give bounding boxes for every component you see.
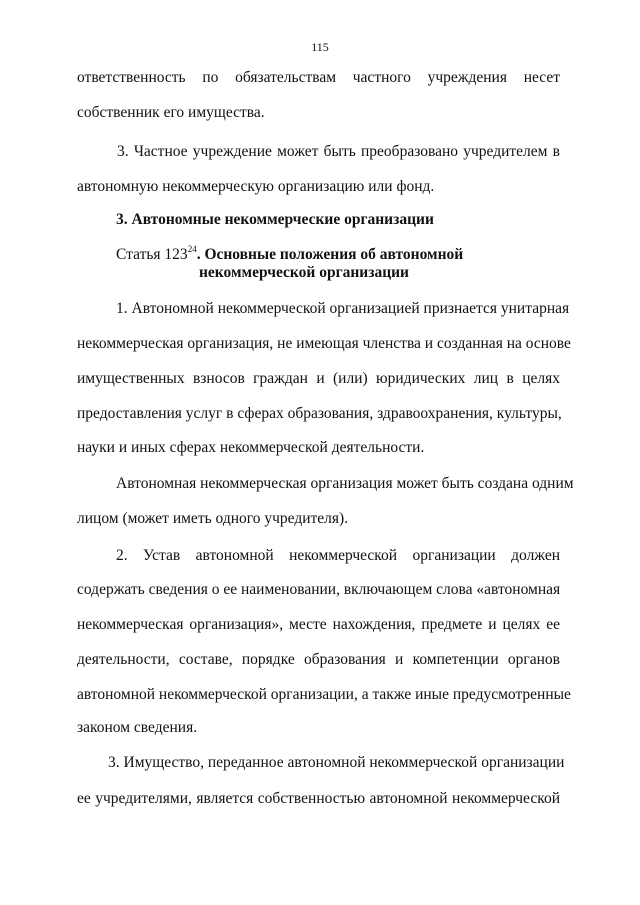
section-heading: 3. Автономные некоммерческие организации [116, 211, 434, 228]
article-title-line1: . Основные положения об автономной [196, 246, 464, 263]
text-line: некоммерческая организация, не имеющая членства и созданная на основе [77, 335, 571, 352]
text-line: деятельности, составе, порядке образования и компетенции органов [77, 651, 560, 668]
article-title-line2: некоммерческой организации [199, 264, 409, 281]
text-line: собственник его имущества. [77, 104, 265, 121]
article-heading [116, 245, 536, 265]
text-line: имущественных взносов граждан и (или) юридических лиц в целях [77, 370, 560, 387]
text-line: лицом (может иметь одного учредителя). [77, 510, 349, 527]
text-line: 3. Частное учреждение может быть преобразовано учредителем в [117, 143, 560, 160]
page-number: 115 [311, 40, 329, 54]
text-line: 2. Устав автономной некоммерческой организации должен [116, 547, 560, 564]
text-line: ее учредителями, является собственностью автономной некоммерческой [77, 790, 560, 807]
text-line: автономной некоммерческой организации, а также иные предусмотренные [77, 686, 571, 703]
article-prefix: Статья 123 [116, 246, 188, 263]
text-line: 3. Имущество, переданное автономной некоммерческой организации [108, 754, 565, 771]
text-line: законом сведения. [77, 719, 198, 736]
text-line: содержать сведения о ее наименовании, включающем слова «автономная [77, 581, 561, 598]
text-line: автономную некоммерческую организацию или фонд. [77, 178, 435, 195]
text-line: ответственность по обязательствам частного учреждения несет [77, 69, 560, 86]
article-superscript: 24 [187, 244, 197, 254]
text-line: науки и иных сферах некоммерческой деятельности. [77, 439, 425, 456]
text-line: Автономная некоммерческая организация может быть создана одним [116, 475, 574, 492]
text-line: 1. Автономной некоммерческой организацией признается унитарная [116, 300, 570, 317]
text-line: предоставления услуг в сферах образования, здравоохранения, культуры, [77, 405, 562, 422]
text-line: некоммерческая организация», месте нахождения, предмете и целях ее [77, 616, 560, 633]
